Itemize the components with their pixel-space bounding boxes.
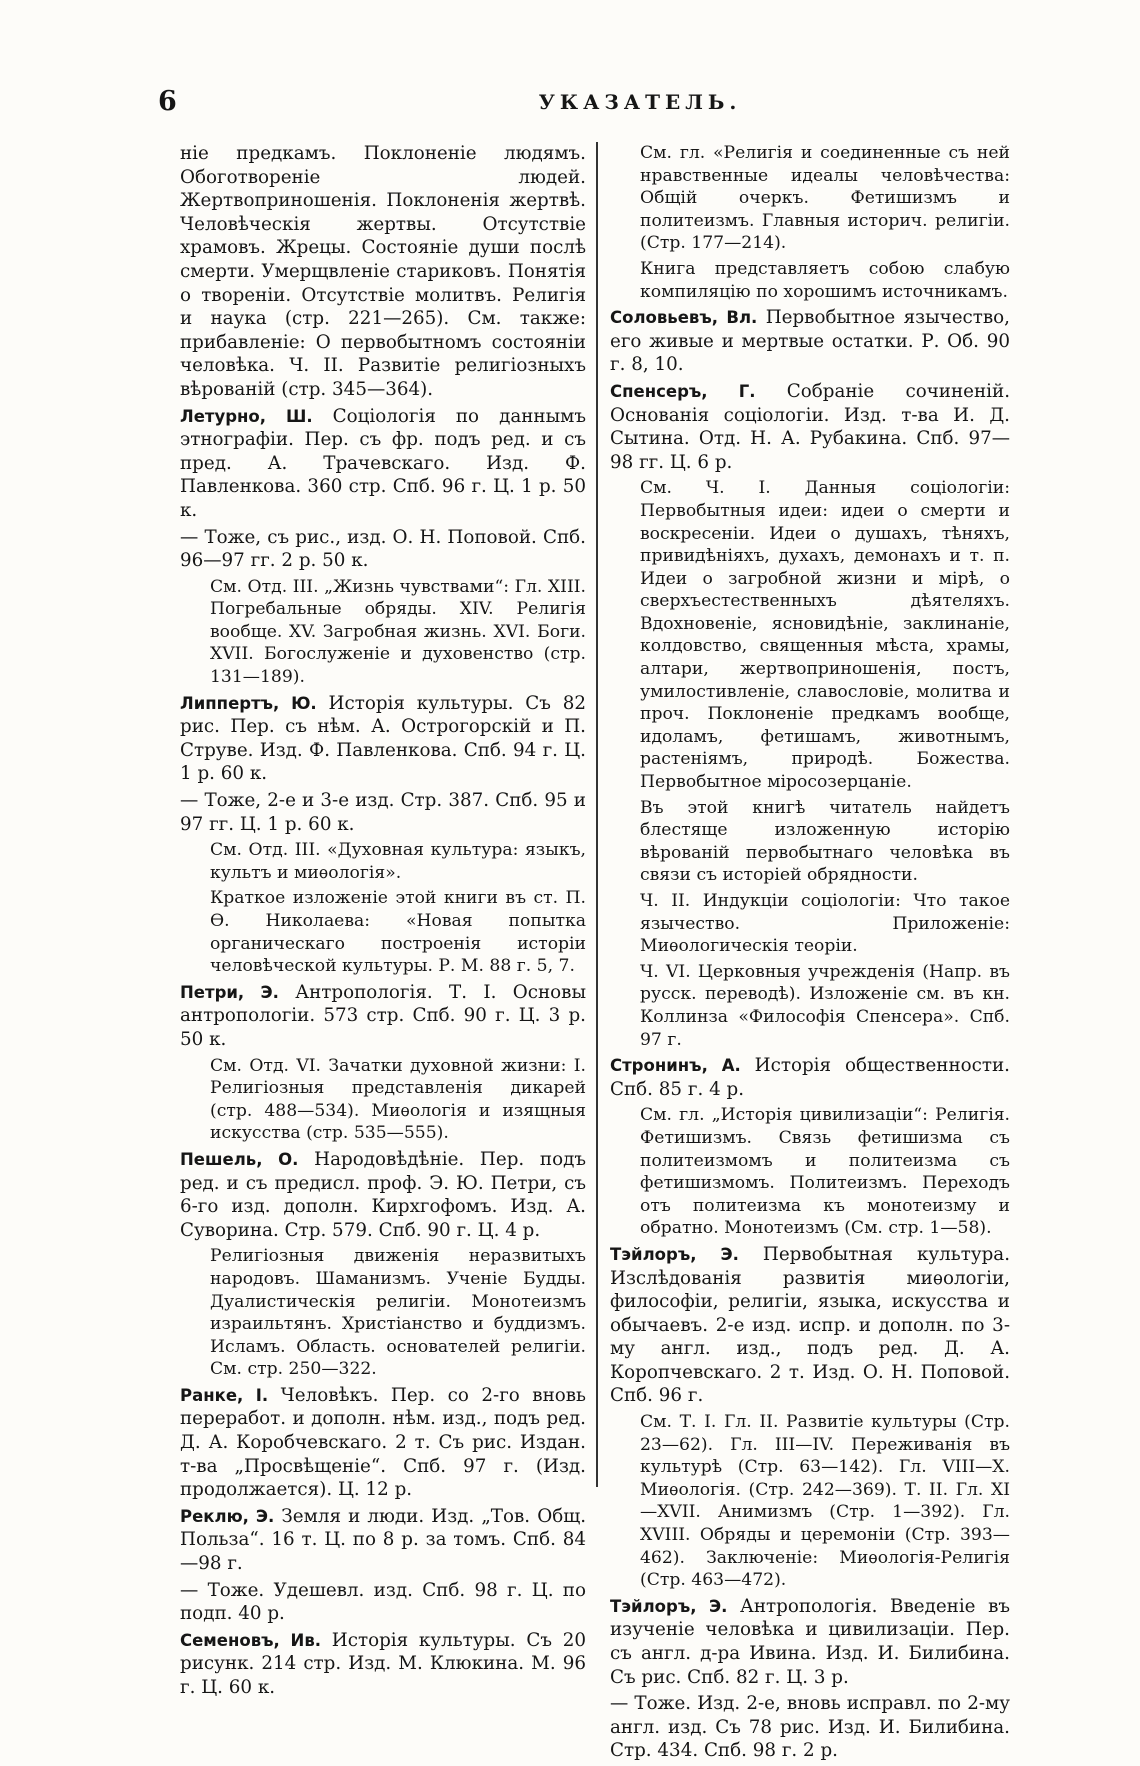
left-entries xyxy=(180,405,586,1700)
entry-heading xyxy=(610,380,1010,474)
entry-alt-edition: — Тоже. Изд. 2-е, вновь исправл. по 2-му англ. изд. Съ 78 рис. Изд. И. Билибина. Стр. 434. Спб. 98 г. 2 р. xyxy=(610,1693,1010,1762)
entry-title: Антропологія. Введеніе въ изученіе человѣка и цивилизаціи. Пер. съ англ. д-ра Ивина. Изд. И. Билибина. Съ рис. Спб. 82 г. Ц. 3 р. xyxy=(610,1595,1011,1688)
entry-heading xyxy=(180,1505,586,1576)
entry-title: Исторія общественности. Спб. 85 г. 4 р. xyxy=(610,1055,1010,1100)
entry-author: Стронинъ, А. xyxy=(610,1056,741,1076)
entry-title: Земля и люди. Изд. „Тов. Общ. Польза“. 16 т. Ц. по 8 р. за томъ. Спб. 84—98 г. xyxy=(180,1505,587,1575)
entry-heading xyxy=(610,1243,1010,1408)
entry-note: Религіозныя движенія неразвитыхъ народовъ. Шаманизмъ. Ученіе Будды. Дуалистическія религіи. Монотеизмъ израильтянъ. Христіанство и буддизмъ. Исламъ. Область. основателей религіи. См. стр. 250—322. xyxy=(210,1246,586,1380)
entry-author: Семеновъ, Ив. xyxy=(180,1630,322,1650)
entry-note: Ч. II. Индукціи соціологіи: Что такое язычество. Приложеніе: Миѳологическія теоріи. xyxy=(640,891,1010,957)
entry-note: См. Отд. VI. Зачатки духовной жизни: I. Религіозныя представленія дикарей (стр. 488—534). Миѳологія и изящныя искусства (стр. 535—555). xyxy=(210,1055,586,1144)
entry-title: Первобытное язычество, его живые и мертвые остатки. Р. Об. 90 г. 8, 10. xyxy=(610,307,1010,376)
entry-heading xyxy=(610,1595,1010,1689)
entry-heading xyxy=(180,1148,586,1242)
bibliography-entry xyxy=(180,692,586,978)
entry-note: Ч. VI. Церковныя учрежденія (Напр. въ русск. переводѣ). Изложеніе см. въ кн. Коллинза «Философія Спенсера». Спб. 97 г. xyxy=(640,961,1010,1050)
running-title: УКАЗАТЕЛЬ. xyxy=(538,90,742,114)
continuation-text: ніе предкамъ. Поклоненіе людямъ. Обоготвореніе людей. Жертвоприношенія. Поклоненія жертвѣ. Человѣческія жертвы. Отсутствіе храмовъ. Жрецы. Состояніе души послѣ смерти. Умерщвленіе стариковъ. Понятія о твореніи. Отсутствіе молитвъ. Религія и наука (стр. 221—265). См. также: прибавленіе: О первобытномъ состояніи человѣка. Ч. II. Развитіе религіозныхъ вѣрованій (стр. 345—364). xyxy=(180,143,586,400)
entry-author: Липпертъ, Ю. xyxy=(180,693,317,713)
entry-title: Исторія культуры. Съ 20 рисунк. 214 стр. Изд. М. Клюкина. М. 96 г. Ц. 60 к. xyxy=(180,1629,586,1698)
entry-heading xyxy=(180,1384,586,1502)
entry-alt-edition: — Тоже, съ рис., изд. О. Н. Поповой. Спб. 96—97 гг. 2 р. 50 к. xyxy=(180,526,586,572)
entry-title: Народовѣдѣніе. Пер. подъ ред. и съ предисл. проф. Э. Ю. Петри, съ 6-го изд. дополн. Кирхгофомъ. Изд. А. Суворина. Стр. 579. Спб. 90 г. Ц. 4 р. xyxy=(180,1148,586,1241)
entry-note: См. гл. „Исторія цивилизаціи“: Религія. Фетишизмъ. Связь фетишизма съ политеизмомъ и политеизма съ фетишизмомъ. Политеизмъ. Переходъ отъ политеизма къ монотеизму и обратно. Монотеизмъ (См. стр. 1—58). xyxy=(640,1105,1010,1239)
entry-author: Петри, Э. xyxy=(180,982,279,1002)
column-divider xyxy=(596,142,598,1487)
entry-heading xyxy=(180,405,586,523)
entry-note: Въ этой книгѣ читатель найдетъ блестяще изложенную исторію вѣрованій первобытнаго человѣка въ связи съ исторіей обрядности. xyxy=(640,797,1010,886)
entry-alt-edition: — Тоже. Удешевл. изд. Спб. 98 г. Ц. по подп. 40 р. xyxy=(180,1579,586,1625)
bibliography-entry xyxy=(610,1243,1010,1592)
entry-author: Реклю, Э. xyxy=(180,1506,275,1526)
entry-author: Летурно, Ш. xyxy=(180,406,313,426)
bibliography-entry xyxy=(180,1629,586,1700)
entry-note: См. Отд. III. «Духовная культура: языкъ, культъ и миѳологія». xyxy=(210,840,586,883)
entry-author: Спенсеръ, Г. xyxy=(610,381,756,401)
bibliography-entry xyxy=(180,981,586,1145)
entry-title: Человѣкъ. Пер. со 2-го вновь переработ. и дополн. нѣм. изд., подъ ред. Д. А. Коробчевскаго. 2 т. Съ рис. Издан. т-ва „Просвѣщеніе“. Спб. 97 г. (Изд. продолжается). Ц. 12 р. xyxy=(180,1384,587,1501)
page-number: 6 xyxy=(158,86,177,117)
entry-title: Исторія культуры. Съ 82 рис. Пер. съ нѣм. А. Острогорскій и П. Струве. Изд. Ф. Павленкова. Спб. 94 г. Ц. 1 р. 60 к. xyxy=(180,692,586,785)
continuation-note: Книга представляетъ собою слабую компиляцію по хорошимъ источникамъ. xyxy=(640,258,1010,302)
page-header xyxy=(150,86,1000,126)
bibliography-entry xyxy=(180,405,586,689)
right-column xyxy=(610,142,1010,1766)
entry-heading xyxy=(610,1054,1010,1101)
bibliography-entry xyxy=(180,1148,586,1381)
entry-title: Антропологія. Т. I. Основы антропологіи. 573 стр. Спб. 90 г. Ц. 3 р. 50 к. xyxy=(180,981,587,1050)
entry-author: Тэйлоръ, Э. xyxy=(610,1244,739,1264)
entry-author: Тэйлоръ, Э. xyxy=(610,1596,728,1616)
left-column xyxy=(180,142,586,1703)
entry-note: См. Т. I. Гл. II. Развитіе культуры (Стр. 23—62). Гл. III—IV. Переживанія въ культурѣ (Стр. 63—142). Гл. VIII—X. Миѳологія. (Стр. 242—369). Т. II. Гл. XI—XVII. Анимизмъ (Стр. 1—392). Гл. XVIII. Обряды и церемоніи (Стр. 393—462). Заключеніе: Миѳологія-Религія (Стр. 463—472). xyxy=(640,1412,1010,1591)
entry-author: Пешель, О. xyxy=(180,1149,299,1169)
entry-author: Соловьевъ, Вл. xyxy=(610,308,758,328)
entry-note: См. Ч. I. Данныя соціологіи: Первобытныя идеи: идеи о смерти и воскресеніи. Идеи о душахъ, тѣняхъ, привидѣніяхъ, духахъ, демонахъ и т. п. Идеи о загробной жизни и мірѣ, о сверхъестественныхъ дѣятеляхъ. Вдохновеніе, ясновидѣніе, заклинаніе, колдовство, священныя мѣста, храмы, алтари, жертвоприношенія, постъ, умилостивленіе, славословіе, молитва и проч. Поклоненіе предкамъ вообще, идоламъ, фетишамъ, животнымъ, растеніямъ, природѣ. Божества. Первобытное міросозерцаніе. xyxy=(640,478,1010,793)
entry-title: Первобытная культура. Изслѣдованія развитія миѳологіи, философіи, религіи, языка, искусства и обычаевъ. 2-е изд. испр. и дополн. по 3-му англ. изд., подъ ред. Д. А. Коропчевскаго. 2 т. Изд. О. Н. Поповой. Спб. 96 г. xyxy=(610,1243,1011,1407)
entry-title: Собраніе сочиненій. Основанія соціологіи. Изд. т-ва И. Д. Сытина. Отд. Н. А. Рубакина. Спб. 97—98 гг. Ц. 6 р. xyxy=(610,380,1011,473)
entry-heading xyxy=(180,1629,586,1700)
entry-heading xyxy=(180,981,586,1052)
entry-heading xyxy=(610,306,1010,377)
entry-note: См. Отд. III. „Жизнь чувствами“: Гл. XIII. Погребальные обряды. XIV. Религія вообще. XV. Загробная жизнь. XVI. Боги. XVII. Богослуженіе и духовенство (стр. 131—189). xyxy=(210,576,586,688)
bibliography-entry xyxy=(180,1505,586,1626)
bibliography-entry xyxy=(610,1054,1010,1240)
bibliography-entry xyxy=(180,1384,586,1502)
entry-note: Краткое изложеніе этой книги въ ст. П. Ѳ. Николаева: «Новая попытка органическаго построенія исторіи человѣческой культуры. Р. М. 88 г. 5, 7. xyxy=(210,888,586,977)
entry-author: Ранке, І. xyxy=(180,1385,269,1405)
entry-title: Соціологія по даннымъ этнографіи. Пер. съ фр. подъ ред. и съ пред. А. Трачевскаго. Изд. Ф. Павленкова. 360 стр. Спб. 96 г. Ц. 1 р. 50 к. xyxy=(180,405,587,521)
bibliography-entry xyxy=(610,1595,1010,1763)
bibliography-entry xyxy=(610,306,1010,377)
right-entries xyxy=(610,306,1010,1763)
entry-alt-edition: — Тоже, 2-е и 3-е изд. Стр. 387. Спб. 95 и 97 гг. Ц. 1 р. 60 к. xyxy=(180,790,586,835)
entry-heading xyxy=(180,692,586,786)
continuation-note: См. гл. «Религія и соединенные съ ней нравственные идеалы человѣчества: Общій очеркъ. Фетишизмъ и политеизмъ. Главныя историч. религіи. (Стр. 177—214). xyxy=(640,143,1010,254)
bibliography-entry xyxy=(610,380,1010,1051)
